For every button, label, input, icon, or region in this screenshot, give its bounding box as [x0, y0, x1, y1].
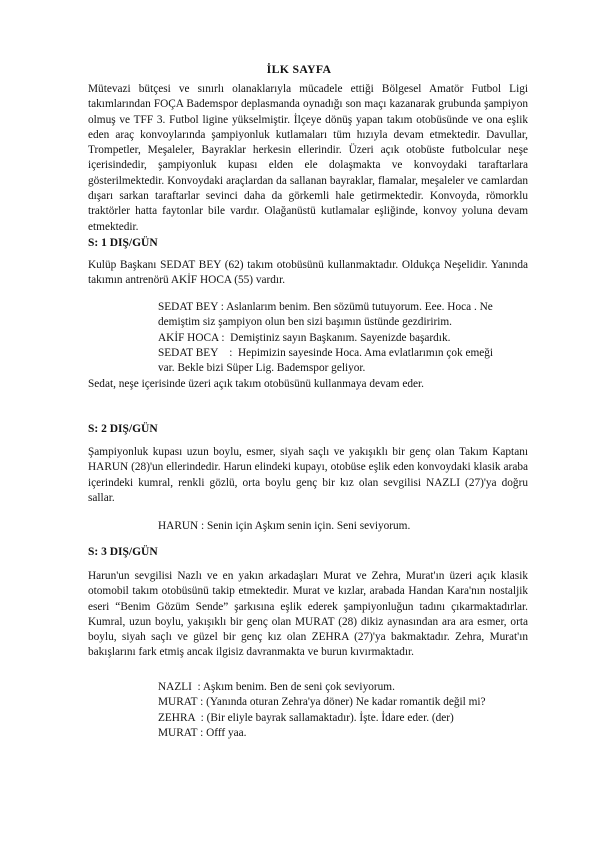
scene-3-heading: S: 3 DIŞ/GÜN: [88, 546, 158, 558]
dialog-line: demiştim siz şampiyon olun ben sizi başımın üstünde gezdiririm.: [158, 316, 452, 329]
scene-1-closing: Sedat, neşe içerisinde üzeri açık takım otobüsünü kullanmaya devam eder.: [88, 378, 424, 390]
dialog-line: var. Bekle bizi Süper Lig. Bademspor geliyor.: [158, 362, 366, 375]
scene-2-action: Şampiyonluk kupası uzun boylu, esmer, siyah saçlı ve yakışıklı bir genç olan Takım Kaptanı HARUN (28)'un ellerindedir. Harun elindeki kupayı, otobüse eşlik eden konvoydaki klasik araba içerindeki kumral, renkli gözlü, orta boylu genç bir kız olan sevgilisi NAZLI (27)'ya doğru sallar.: [88, 446, 528, 504]
dialog-line: SEDAT BEY : Aslanlarım benim. Ben sözümü tutuyorum. Eee. Hoca . Ne: [158, 301, 493, 313]
scene-3-dialog: [158, 680, 533, 741]
scene-3-action: Harun'un sevgilisi Nazlı ve en yakın arkadaşları Murat ve Zehra, Murat'ın üzeri açık klasik otomobil takım otobüsünü takip etmektedir. Murat ve kızlar, arabada Handan Kara'nın nostaljik eseri “Benim Gözüm Sende” şarkısına eşlik ederek şampiyonluğun tadını çıkarmaktadırlar. Kumral, uzun boylu, yakışıklı bir genç olan MURAT (28) dikiz aynasından ara ara esmer, orta boylu, siyah saçlı ve güzel bir genç kız olan ZEHRA (27)'ya bakmaktadır. Zehra, Murat'ın bakışlarını fark etmiş ancak ilgisiz davranmakta ve burun kıvırmaktadır.: [88, 570, 528, 659]
dialog-line: ZEHRA : (Bir eliyle bayrak sallamaktadır). İşte. İdare eder. (der): [158, 711, 454, 724]
scene-2-dialog: [158, 519, 533, 534]
page-title: İLK SAYFA: [266, 62, 332, 76]
dialog-line: NAZLI : Aşkım benim. Ben de seni çok seviyorum.: [158, 681, 395, 693]
intro-paragraph: Mütevazi bütçesi ve sınırlı olanaklarıyla mücadele ettiği Bölgesel Amatör Futbol Ligi takımlarından FOÇA Bademspor deplasmanda oynadığı son maçı kazanarak grubunda şampiyon olmuş ve TFF 3. Futbol ligine yükselmiştir. İlçeye dönüş yapan takım otobüsünde ve ona eşlik eden araç konvoylarında şampiyonluk kutlamaları tüm hızıyla devam etmektedir. Davullar, Trompetler, Meşaleler, Bayraklar herkesin ellerindir. Üzeri açık otobüste futbolcular neşe içerisindedir, şampiyonluk kupası elden ele dolaşmakta ve konvoydaki taraftarlara gösterilmektedir. Konvoydaki araçlardan da sallanan bayraklar, flamalar, meşaleler ve camlardan dışarı sarkan taraftarlar sevinci daha da görkemli hale getirmektedir. Konvoyda, römorklu traktörler hatta faytonlar bile vardır. Olağanüstü kutlamalar eşliğinde, konvoy yoluna devam etmektedir.: [88, 83, 528, 233]
dialog-line: MURAT : (Yanında oturan Zehra'ya döner) Ne kadar romantik değil mi?: [158, 696, 486, 709]
dialog-line: SEDAT BEY : Hepimizin sayesinde Hoca. Ama evlatlarımın çok emeği: [158, 346, 494, 359]
scene-1-action: Kulüp Başkanı SEDAT BEY (62) takım otobüsünü kullanmaktadır. Oldukça Neşelidir. Yanında takımın antrenörü AKİF HOCA (55) vardır.: [88, 259, 528, 287]
dialog-line: HARUN : Senin için Aşkım senin için. Seni seviyorum.: [158, 520, 411, 532]
scene-2-heading: S: 2 DIŞ/GÜN: [88, 423, 158, 435]
dialog-line: AKİF HOCA : Demiştiniz sayın Başkanım. Sayenizde başardık.: [158, 331, 451, 344]
scene-1-dialog: [158, 300, 533, 376]
dialog-line: MURAT : Offf yaa.: [158, 726, 247, 739]
scene-1-heading: S: 1 DIŞ/GÜN: [88, 237, 158, 249]
